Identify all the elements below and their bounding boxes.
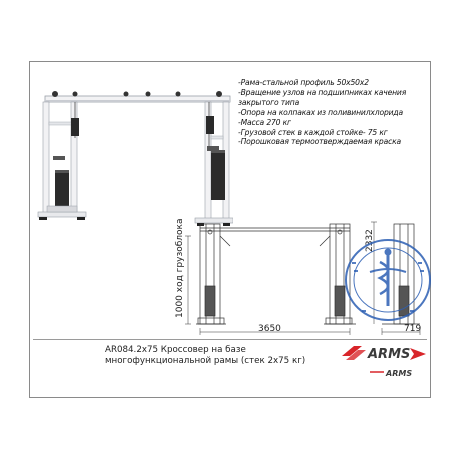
logo-text-top: ARMS xyxy=(368,347,411,362)
spec-item: -Масса 270 кг xyxy=(238,117,291,127)
spec-item: -Опора на колпаках из поливинилхлорида xyxy=(238,107,404,117)
spec-item: -Грузовой стек в каждой стойке- 75 кг xyxy=(238,127,388,137)
spec-item: закрытого типа xyxy=(238,97,300,107)
dim-top: 2332 xyxy=(365,229,375,252)
caption-line-1: AR084.2x75 Кроссовер на базе xyxy=(105,345,246,355)
dim-height: 1000 ход грузоблока xyxy=(175,218,185,318)
spec-item: -Вращение узлов на подшипниках качения xyxy=(238,87,407,97)
dim-width: 3650 xyxy=(258,324,281,334)
spec-item: -Рама-стальной профиль 50х50х2 xyxy=(238,78,369,87)
caption-line-2: многофункциональной рамы (стек 2х75 кг) xyxy=(105,356,306,366)
specifications-list xyxy=(238,78,434,147)
product-photo xyxy=(33,78,233,228)
logo-text-bottom: ARMS xyxy=(386,369,413,378)
footer-divider xyxy=(33,339,427,340)
arms-logo xyxy=(340,342,432,380)
certification-stamp xyxy=(340,232,436,328)
spec-item: -Порошковая термоотверждаемая краска xyxy=(238,137,402,147)
product-caption xyxy=(105,345,335,367)
dim-depth: 719 xyxy=(404,324,422,334)
